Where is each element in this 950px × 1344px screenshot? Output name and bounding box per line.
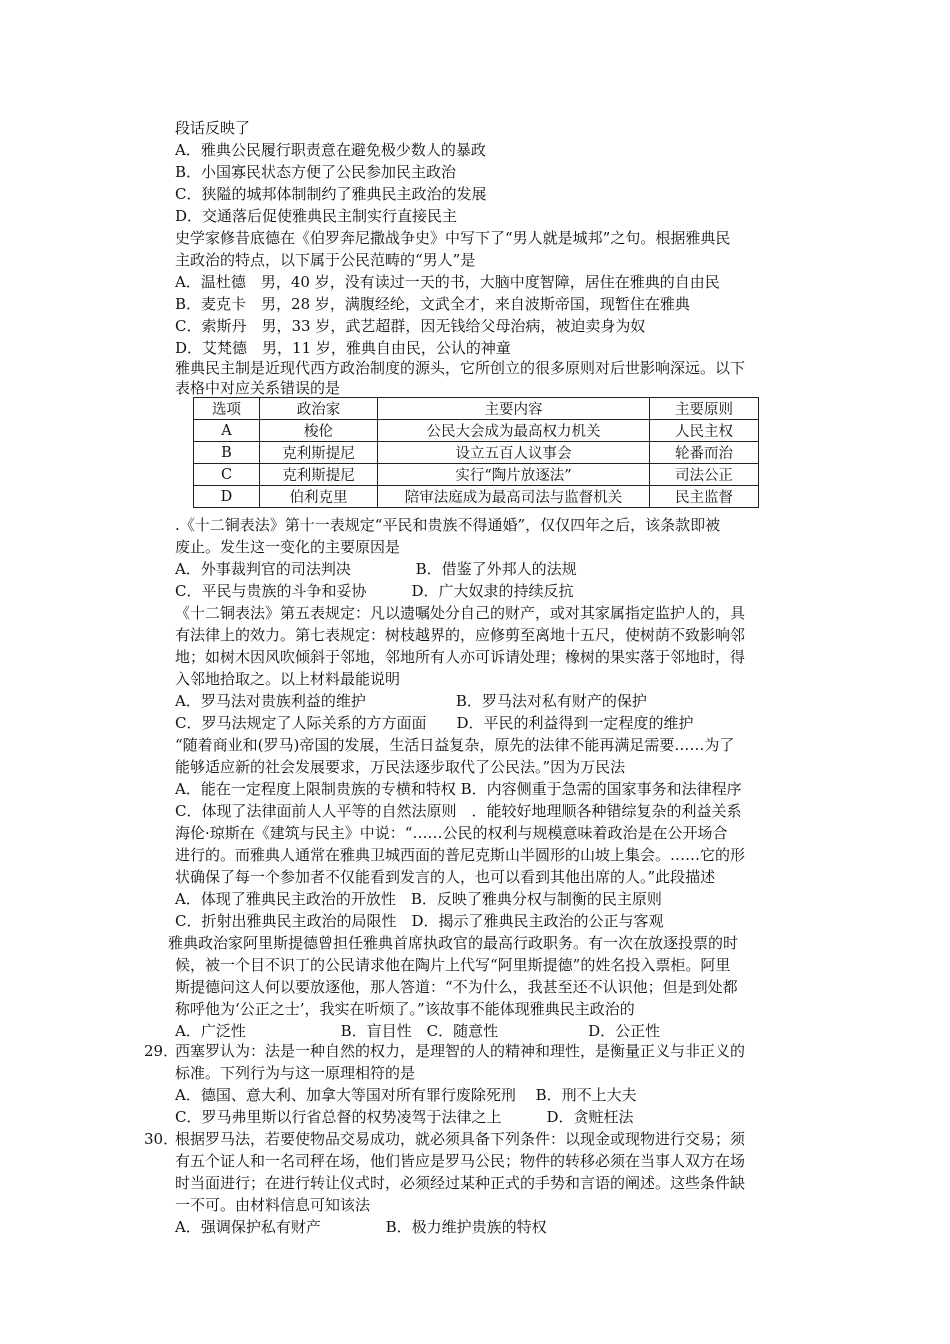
table-cell: 民主监督	[650, 486, 759, 508]
text-line: 有法律上的效力。第七表规定：树枝越界的，应修剪至离地十五尺，使树荫不致影响邻	[175, 626, 746, 644]
table-cell: 伯利克里	[260, 486, 378, 508]
text-line: A．雅典公民履行职责意在避免极少数人的暴政	[175, 141, 486, 159]
text-line: C．平民与贵族的斗争和妥协 D．广大奴隶的持续反抗	[175, 582, 574, 600]
text-line: 进行的。而雅典人通常在雅典卫城西面的普尼克斯山半圆形的山坡上集会。……它的形	[175, 846, 746, 864]
text-line: 称呼他为‘公正之士’，我实在听烦了。”该故事不能体现雅典民主政治的	[175, 1000, 635, 1018]
text-line: C．索斯丹 男，33 岁，武艺超群，因无钱给父母治病，被迫卖身为奴	[175, 317, 646, 335]
text-line: C．折射出雅典民主政治的局限性 D．揭示了雅典民主政治的公正与客观	[175, 912, 664, 930]
table-cell: 设立五百人议事会	[378, 442, 650, 464]
text-line: D．交通落后促使雅典民主制实行直接民主	[175, 207, 458, 225]
table-header-cell: 政治家	[260, 398, 378, 420]
table-cell: B	[194, 442, 260, 464]
text-line: 一不可。由材料信息可知该法	[175, 1196, 371, 1214]
text-line: 《十二铜表法》第五表规定：凡以遗嘱处分自己的财产，或对其家属指定监护人的，具	[175, 604, 746, 622]
comparison-table	[193, 397, 759, 508]
table-cell: 司法公正	[650, 464, 759, 486]
table-header-cell: 主要原则	[650, 398, 759, 420]
text-line: A．广泛性 B．盲目性 C．随意性 D．公正性	[175, 1022, 661, 1040]
table-row	[194, 442, 759, 464]
table-cell: 克利斯提尼	[260, 464, 378, 486]
text-line: 地；如树木因风吹倾斜于邻地，邻地所有人亦可诉请处理；橡树的果实落于邻地时，得	[175, 648, 746, 666]
table-header-row	[194, 398, 759, 420]
text-line: 时当面进行；在进行转让仪式时，必须经过某种正式的手势和言语的阐述。这些条件缺	[175, 1174, 746, 1192]
text-line: 能够适应新的社会发展要求，万民法逐步取代了公民法。”因为万民法	[175, 758, 626, 776]
text-line: .《十二铜表法》第十一表规定“平民和贵族不得通婚”，仅仅四年之后，该条款即被	[175, 516, 721, 534]
text-line: 西塞罗认为：法是一种自然的权力，是理智的人的精神和理性，是衡量正义与非正义的	[175, 1042, 746, 1060]
text-line: 史学家修昔底德在《伯罗奔尼撒战争史》中写下了“男人就是城邦”之句。根据雅典民	[175, 229, 731, 247]
text-line: 候，被一个目不识丁的公民请求他在陶片上代写“阿里斯提德”的姓名投入票柜。阿里	[175, 956, 731, 974]
table-row	[194, 420, 759, 442]
table-cell: 轮番而治	[650, 442, 759, 464]
text-line: A．强调保护私有财产 B．极力维护贵族的特权	[175, 1218, 547, 1236]
text-line: 状确保了每一个参加者不仅能看到发言的人，也可以看到其他出席的人。”此段描述	[175, 868, 716, 886]
table-cell: 梭伦	[260, 420, 378, 442]
text-line: A．体现了雅典民主政治的开放性 B．反映了雅典分权与制衡的民主原则	[175, 890, 662, 908]
text-line: A．能在一定程度上限制贵族的专横和特权 B．内容侧重于急需的国家事务和法律程序	[175, 780, 742, 798]
text-line: C．体现了法律面前人人平等的自然法原则 ．能较好地理顺各种错综复杂的利益关系	[175, 802, 742, 820]
table-cell: 实行“陶片放逐法”	[378, 464, 650, 486]
table-cell: 公民大会成为最高权力机关	[378, 420, 650, 442]
table-cell: 克利斯提尼	[260, 442, 378, 464]
question-number: 30．	[144, 1130, 179, 1148]
text-line: A．外事裁判官的司法判决 B．借鉴了外邦人的法规	[175, 560, 577, 578]
question-number: 29．	[144, 1042, 179, 1060]
table-cell: A	[194, 420, 260, 442]
text-line: 标准。下列行为与这一原理相符的是	[175, 1064, 416, 1082]
text-line: C．罗马法规定了人际关系的方方面面 D．平民的利益得到一定程度的维护	[175, 714, 694, 732]
text-line: 根据罗马法，若要使物品交易成功，就必须具备下列条件：以现金或现物进行交易；须	[175, 1130, 746, 1148]
table-cell: C	[194, 464, 260, 486]
table-header-cell: 选项	[194, 398, 260, 420]
text-line: 有五个证人和一名司秤在场，他们皆应是罗马公民；物件的转移必须在当事人双方在场	[175, 1152, 746, 1170]
text-line: B．麦克卡 男，28 岁，满腹经纶，文武全才，来自波斯帝国，现暂住在雅典	[175, 295, 690, 313]
text-line: C．罗马弗里斯以行省总督的权势凌驾于法律之上 D．贪赃枉法	[175, 1108, 634, 1126]
text-line: 海伦·琼斯在《建筑与民主》中说：“……公民的权利与规模意味着政治是在公开场合	[175, 824, 728, 842]
text-line: 主政治的特点，以下属于公民范畴的“男人”是	[175, 251, 476, 269]
text-line: “随着商业和(罗马)帝国的发展，生活日益复杂，原先的法律不能再满足需要……为了	[175, 736, 735, 754]
text-line: 废止。发生这一变化的主要原因是	[175, 538, 401, 556]
table-cell: D	[194, 486, 260, 508]
text-line: 雅典民主制是近现代西方政治制度的源头，它所创立的很多原则对后世影响深远。以下	[175, 359, 746, 377]
text-line: 雅典政治家阿里斯提德曾担任雅典首席执政官的最高行政职务。有一次在放逐投票的时	[168, 934, 739, 952]
text-line: C．狭隘的城邦体制制约了雅典民主政治的发展	[175, 185, 487, 203]
text-line: 斯提德问这人何以要放逐他，那人答道：“不为什么，我甚至还不认识他；但是到处都	[175, 978, 738, 996]
table-row	[194, 464, 759, 486]
text-line: A．温杜德 男，40 岁，没有读过一天的书，大脑中度智障，居住在雅典的自由民	[175, 273, 720, 291]
table-cell: 人民主权	[650, 420, 759, 442]
text-line: A．德国、意大利、加拿大等国对所有罪行废除死刑 B．刑不上大夫	[175, 1086, 637, 1104]
text-line: 入邻地拾取之。以上材料最能说明	[175, 670, 401, 688]
text-line: D．艾梵德 男，11 岁，雅典自由民，公认的神童	[175, 339, 511, 357]
text-line: B．小国寡民状态方便了公民参加民主政治	[175, 163, 457, 181]
table-row	[194, 486, 759, 508]
text-line: 段话反映了	[175, 119, 251, 137]
table-cell: 陪审法庭成为最高司法与监督机关	[378, 486, 650, 508]
text-line: A．罗马法对贵族利益的维护 B．罗马法对私有财产的保护	[175, 692, 647, 710]
table-header-cell: 主要内容	[378, 398, 650, 420]
text-line: 表格中对应关系错误的是	[175, 379, 341, 397]
